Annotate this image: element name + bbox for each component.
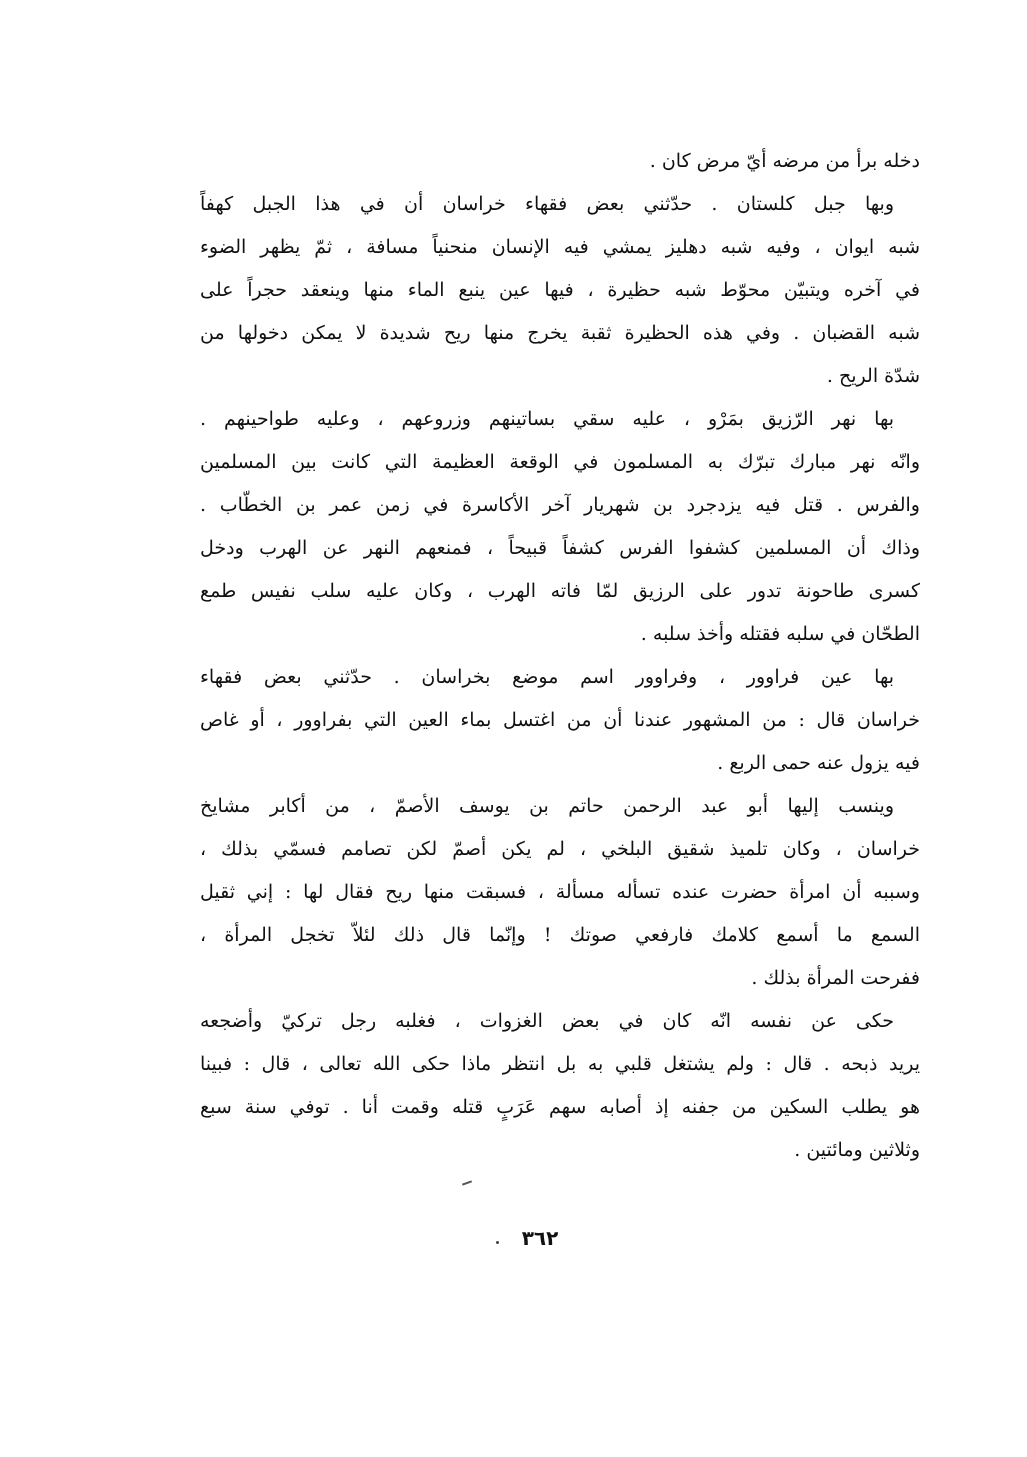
text-line: بها نهر الرّزيق بمَرْو ، عليه سقي بساتينهم وزروعهم ، وعليه طواحينهم . <box>200 408 894 430</box>
text-line: الطحّان في سلبه فقتله وأخذ سلبه . <box>640 623 920 645</box>
text-line: شدّة الريح . <box>826 365 920 387</box>
text-line: حكى عن نفسه انّه كان في بعض الغزوات ، فغلبه رجل تركيّ وأضجعه <box>200 1010 894 1032</box>
text-line: شبه القضبان . وفي هذه الحظيرة ثقبة يخرج منها ريح شديدة لا يمكن دخولها من <box>200 322 920 344</box>
text-line: ففرحت المرأة بذلك . <box>751 967 920 989</box>
body-text <box>200 140 920 1172</box>
text-line: في آخره ويتبيّن محوّط شبه حظيرة ، فيها عين ينبع الماء منها وينعقد حجراً على <box>200 279 920 301</box>
text-line: هو يطلب السكين من جفنه إذ أصابه سهم عَرَبٍ قتله وقمت أنا . توفي سنة سبع <box>200 1096 920 1118</box>
text-line: خراسان قال : من المشهور عندنا أن من اغتسل بماء العين التي بفراوور ، أو غاص <box>200 709 920 731</box>
text-line: وسببه أن امرأة حضرت عنده تسأله مسألة ، فسبقت منها ريح فقال لها : إني ثقيل <box>200 881 920 903</box>
text-line: خراسان ، وكان تلميذ شقيق البلخي ، لم يكن أصمّ لكن تصامم فسمّي بذلك ، <box>200 838 920 860</box>
text-line: وبها جبل كلستان . حدّثني بعض فقهاء خراسان أن في هذا الجبل كهفاً <box>200 193 894 215</box>
scan-speck <box>462 1180 472 1185</box>
text-line: وينسب إليها أبو عبد الرحمن حاتم بن يوسف الأصمّ ، من أكابر مشايخ <box>200 795 894 817</box>
text-line: وانّه نهر مبارك تبرّك به المسلمون في الوقعة العظيمة التي كانت بين المسلمين <box>200 451 920 473</box>
text-line: السمع ما أسمع كلامك فارفعي صوتك ! وإنّما قال ذلك لئلاّ تخجل المرأة ، <box>200 924 920 946</box>
text-line: وثلاثين ومائتين . <box>794 1139 920 1161</box>
text-line: والفرس . قتل فيه يزدجرد بن شهريار آخر الأكاسرة في زمن عمر بن الخطّاب . <box>200 494 920 516</box>
text-line: بها عين فراوور ، وفراوور اسم موضع بخراسان . حدّثني بعض فقهاء <box>200 666 894 688</box>
scan-dot <box>496 1241 499 1244</box>
text-line: كسرى طاحونة تدور على الرزيق لمّا فاته الهرب ، وكان عليه سلب نفيس طمع <box>200 580 920 602</box>
text-line: وذاك أن المسلمين كشفوا الفرس كشفاً قبيحاً ، فمنعهم النهر عن الهرب ودخل <box>200 537 920 559</box>
text-line: فيه يزول عنه حمى الربع . <box>717 752 920 774</box>
text-line: يريد ذبحه . قال : ولم يشتغل قلبي به بل انتظر ماذا حكى الله تعالى ، قال : فبينا <box>200 1053 920 1075</box>
text-line: شبه ايوان ، وفيه شبه دهليز يمشي فيه الإنسان منحنياً مسافة ، ثمّ يظهر الضوء <box>200 236 920 258</box>
text-line: دخله برأ من مرضه أيّ مرض كان . <box>649 150 920 172</box>
page-number: ٣٦٢ <box>521 1226 559 1250</box>
